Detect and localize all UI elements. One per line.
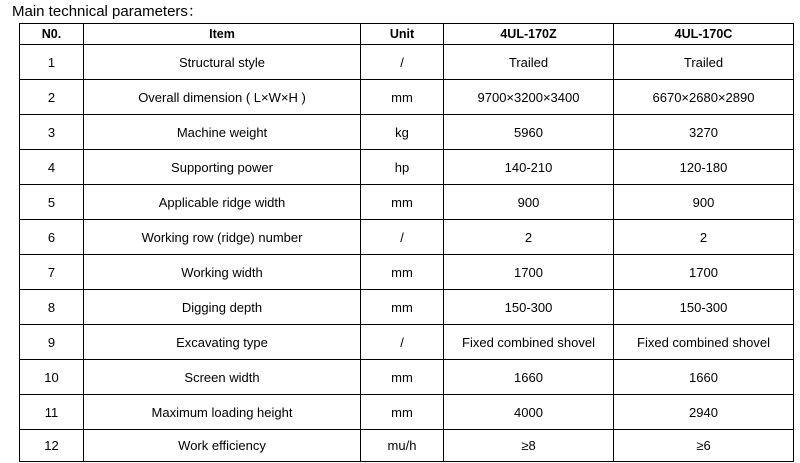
table-row bbox=[20, 325, 794, 360]
cell-unit: mm bbox=[361, 255, 444, 290]
table-row bbox=[20, 220, 794, 255]
cell-170z: Trailed bbox=[444, 45, 614, 80]
cell-item: Excavating type bbox=[84, 325, 361, 360]
table-header-row bbox=[20, 24, 794, 45]
cell-unit: mm bbox=[361, 360, 444, 395]
cell-unit: hp bbox=[361, 150, 444, 185]
cell-170z: Fixed combined shovel bbox=[444, 325, 614, 360]
cell-unit: mm bbox=[361, 290, 444, 325]
cell-170z: 5960 bbox=[444, 115, 614, 150]
cell-number: 6 bbox=[20, 220, 84, 255]
table-row bbox=[20, 395, 794, 430]
cell-170c: ≥6 bbox=[614, 430, 794, 462]
cell-170c: 900 bbox=[614, 185, 794, 220]
cell-item: Digging depth bbox=[84, 290, 361, 325]
cell-170z: 150-300 bbox=[444, 290, 614, 325]
table-row bbox=[20, 45, 794, 80]
cell-170c: 1700 bbox=[614, 255, 794, 290]
table-row bbox=[20, 290, 794, 325]
cell-number: 2 bbox=[20, 80, 84, 115]
cell-170z: 1660 bbox=[444, 360, 614, 395]
page-title: Main technical parameters： bbox=[12, 3, 203, 20]
table-row bbox=[20, 430, 794, 462]
table-row bbox=[20, 115, 794, 150]
header-item: Item bbox=[84, 24, 361, 45]
header-number: N0. bbox=[20, 24, 84, 45]
technical-parameters-table bbox=[19, 23, 794, 462]
cell-number: 4 bbox=[20, 150, 84, 185]
cell-number: 7 bbox=[20, 255, 84, 290]
cell-unit: mu/h bbox=[361, 430, 444, 462]
table-row bbox=[20, 360, 794, 395]
cell-number: 8 bbox=[20, 290, 84, 325]
cell-item: Maximum loading height bbox=[84, 395, 361, 430]
table-row bbox=[20, 80, 794, 115]
header-model-170c: 4UL-170C bbox=[614, 24, 794, 45]
cell-170z: ≥8 bbox=[444, 430, 614, 462]
cell-170c: 1660 bbox=[614, 360, 794, 395]
cell-item: Work efficiency bbox=[84, 430, 361, 462]
cell-number: 5 bbox=[20, 185, 84, 220]
cell-170c: 6670×2680×2890 bbox=[614, 80, 794, 115]
cell-unit: mm bbox=[361, 185, 444, 220]
cell-item: Screen width bbox=[84, 360, 361, 395]
cell-item: Supporting power bbox=[84, 150, 361, 185]
cell-170c: 150-300 bbox=[614, 290, 794, 325]
header-unit: Unit bbox=[361, 24, 444, 45]
cell-170c: Fixed combined shovel bbox=[614, 325, 794, 360]
header-model-170z: 4UL-170Z bbox=[444, 24, 614, 45]
cell-170z: 9700×3200×3400 bbox=[444, 80, 614, 115]
cell-unit: mm bbox=[361, 80, 444, 115]
cell-number: 11 bbox=[20, 395, 84, 430]
table-body bbox=[20, 45, 794, 462]
cell-number: 9 bbox=[20, 325, 84, 360]
cell-unit: / bbox=[361, 45, 444, 80]
cell-170c: 120-180 bbox=[614, 150, 794, 185]
cell-number: 10 bbox=[20, 360, 84, 395]
cell-unit: / bbox=[361, 325, 444, 360]
cell-170z: 900 bbox=[444, 185, 614, 220]
table-row bbox=[20, 255, 794, 290]
cell-170c: 2940 bbox=[614, 395, 794, 430]
cell-170c: 3270 bbox=[614, 115, 794, 150]
cell-170z: 1700 bbox=[444, 255, 614, 290]
cell-item: Machine weight bbox=[84, 115, 361, 150]
cell-item: Overall dimension ( L×W×H ) bbox=[84, 80, 361, 115]
cell-170z: 4000 bbox=[444, 395, 614, 430]
cell-170z: 2 bbox=[444, 220, 614, 255]
cell-170c: 2 bbox=[614, 220, 794, 255]
cell-item: Structural style bbox=[84, 45, 361, 80]
cell-number: 3 bbox=[20, 115, 84, 150]
cell-170z: 140-210 bbox=[444, 150, 614, 185]
cell-170c: Trailed bbox=[614, 45, 794, 80]
cell-number: 12 bbox=[20, 430, 84, 462]
cell-item: Working width bbox=[84, 255, 361, 290]
cell-unit: / bbox=[361, 220, 444, 255]
cell-item: Working row (ridge) number bbox=[84, 220, 361, 255]
cell-number: 1 bbox=[20, 45, 84, 80]
cell-unit: mm bbox=[361, 395, 444, 430]
cell-unit: kg bbox=[361, 115, 444, 150]
cell-item: Applicable ridge width bbox=[84, 185, 361, 220]
table-row bbox=[20, 150, 794, 185]
table-row bbox=[20, 185, 794, 220]
